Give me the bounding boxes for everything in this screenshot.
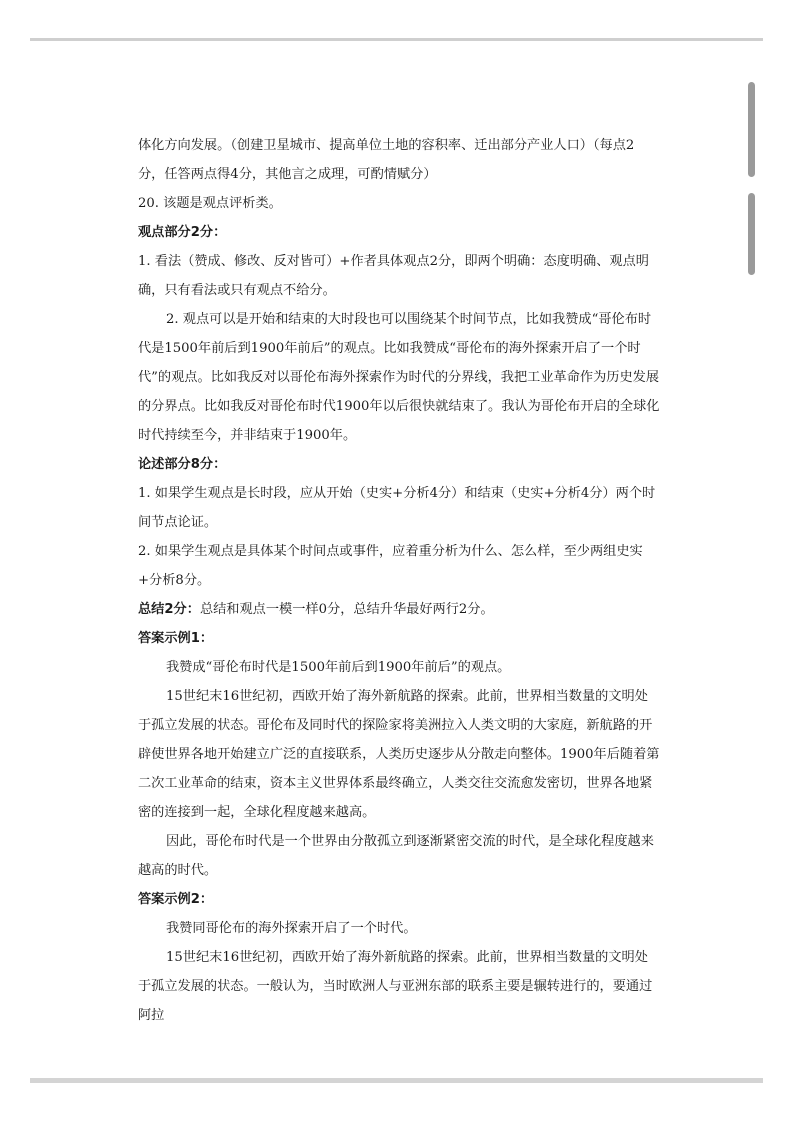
- viewpoint-rule-1: 1. 看法（赞成、修改、反对皆可）+作者具体观点2分，即两个明确：态度明确、观点明确，只有看法或只有观点不给分。: [138, 254, 649, 298]
- top-divider: [30, 38, 763, 41]
- example-1-heading: 答案示例1：: [138, 631, 214, 646]
- paragraph-continuation: 体化方向发展。（创建卫星城市、提高单位土地的容积率、迁出部分产业人口）（每点2分，任答两点得4分，其他言之成理，可酌情赋分）: [138, 138, 635, 182]
- scrollbar-thumb-lower[interactable]: [748, 193, 755, 275]
- example-2-thesis: 我赞同哥伦布的海外探索开启了一个时代。: [166, 921, 417, 936]
- section-heading-viewpoint: 观点部分2分：: [138, 225, 227, 240]
- example-1-body: 15世纪末16世纪初，西欧开始了海外新航路的探索。此前，世界相当数量的文明处于孤立发展的状态。哥伦布及同时代的探险家将美洲拉入人类文明的大家庭，新航路的开辟使世界各地开始建立广泛的直接联系，人类历史逐步从分散走向整体。1900年后随着第二次工业革命的结束，资本主义世界体系最终确立，人类交往交流愈发密切，世界各地紧密的连接到一起，全球化程度越来越高。: [138, 689, 660, 820]
- summary-rule: [138, 595, 660, 624]
- argument-rule-2: 2. 如果学生观点是具体某个时间点或事件，应着重分析为什么、怎么样，至少两组史实+分析8分。: [138, 544, 643, 588]
- section-heading-argument: 论述部分8分：: [138, 457, 227, 472]
- example-2-body: 15世纪末16世纪初，西欧开始了海外新航路的探索。此前，世界相当数量的文明处于孤立发展的状态。一般认为，当时欧洲人与亚洲东部的联系主要是辗转进行的，要通过阿拉: [138, 950, 653, 1023]
- argument-rule-1: 1. 如果学生观点是长时段，应从开始（史实+分析4分）和结束（史实+分析4分）两个时间节点论证。: [138, 486, 656, 530]
- example-1-conclusion: 因此，哥伦布时代是一个世界由分散孤立到逐渐紧密交流的时代，是全球化程度越来越高的时代。: [138, 834, 654, 878]
- question-20-intro: 20. 该题是观点评析类。: [138, 196, 282, 211]
- scrollbar-thumb-upper[interactable]: [748, 82, 755, 177]
- viewpoint-rule-2: 2. 观点可以是开始和结束的大时段也可以围绕某个时间节点，比如我赞成“哥伦布时代是1500年前后到1900年前后”的观点。比如我赞成“哥伦布的海外探索开启了一个时代”的观点。比如我反对以哥伦布海外探索作为时代的分界线，我把工业革命作为历史发展的分界点。比如我反对哥伦布时代1900年以后很快就结束了。我认为哥伦布开启的全球化时代持续至今，并非结束于1900年。: [138, 312, 660, 443]
- bottom-divider: [30, 1078, 763, 1083]
- document-body: [138, 131, 660, 1030]
- summary-rule-text: 总结和观点一模一样0分，总结升华最好两行2分。: [199, 602, 494, 617]
- example-2-heading: 答案示例2：: [138, 892, 214, 907]
- example-1-thesis: 我赞成“哥伦布时代是1500年前后到1900年前后”的观点。: [166, 660, 511, 675]
- section-heading-summary: 总结2分：: [138, 602, 200, 617]
